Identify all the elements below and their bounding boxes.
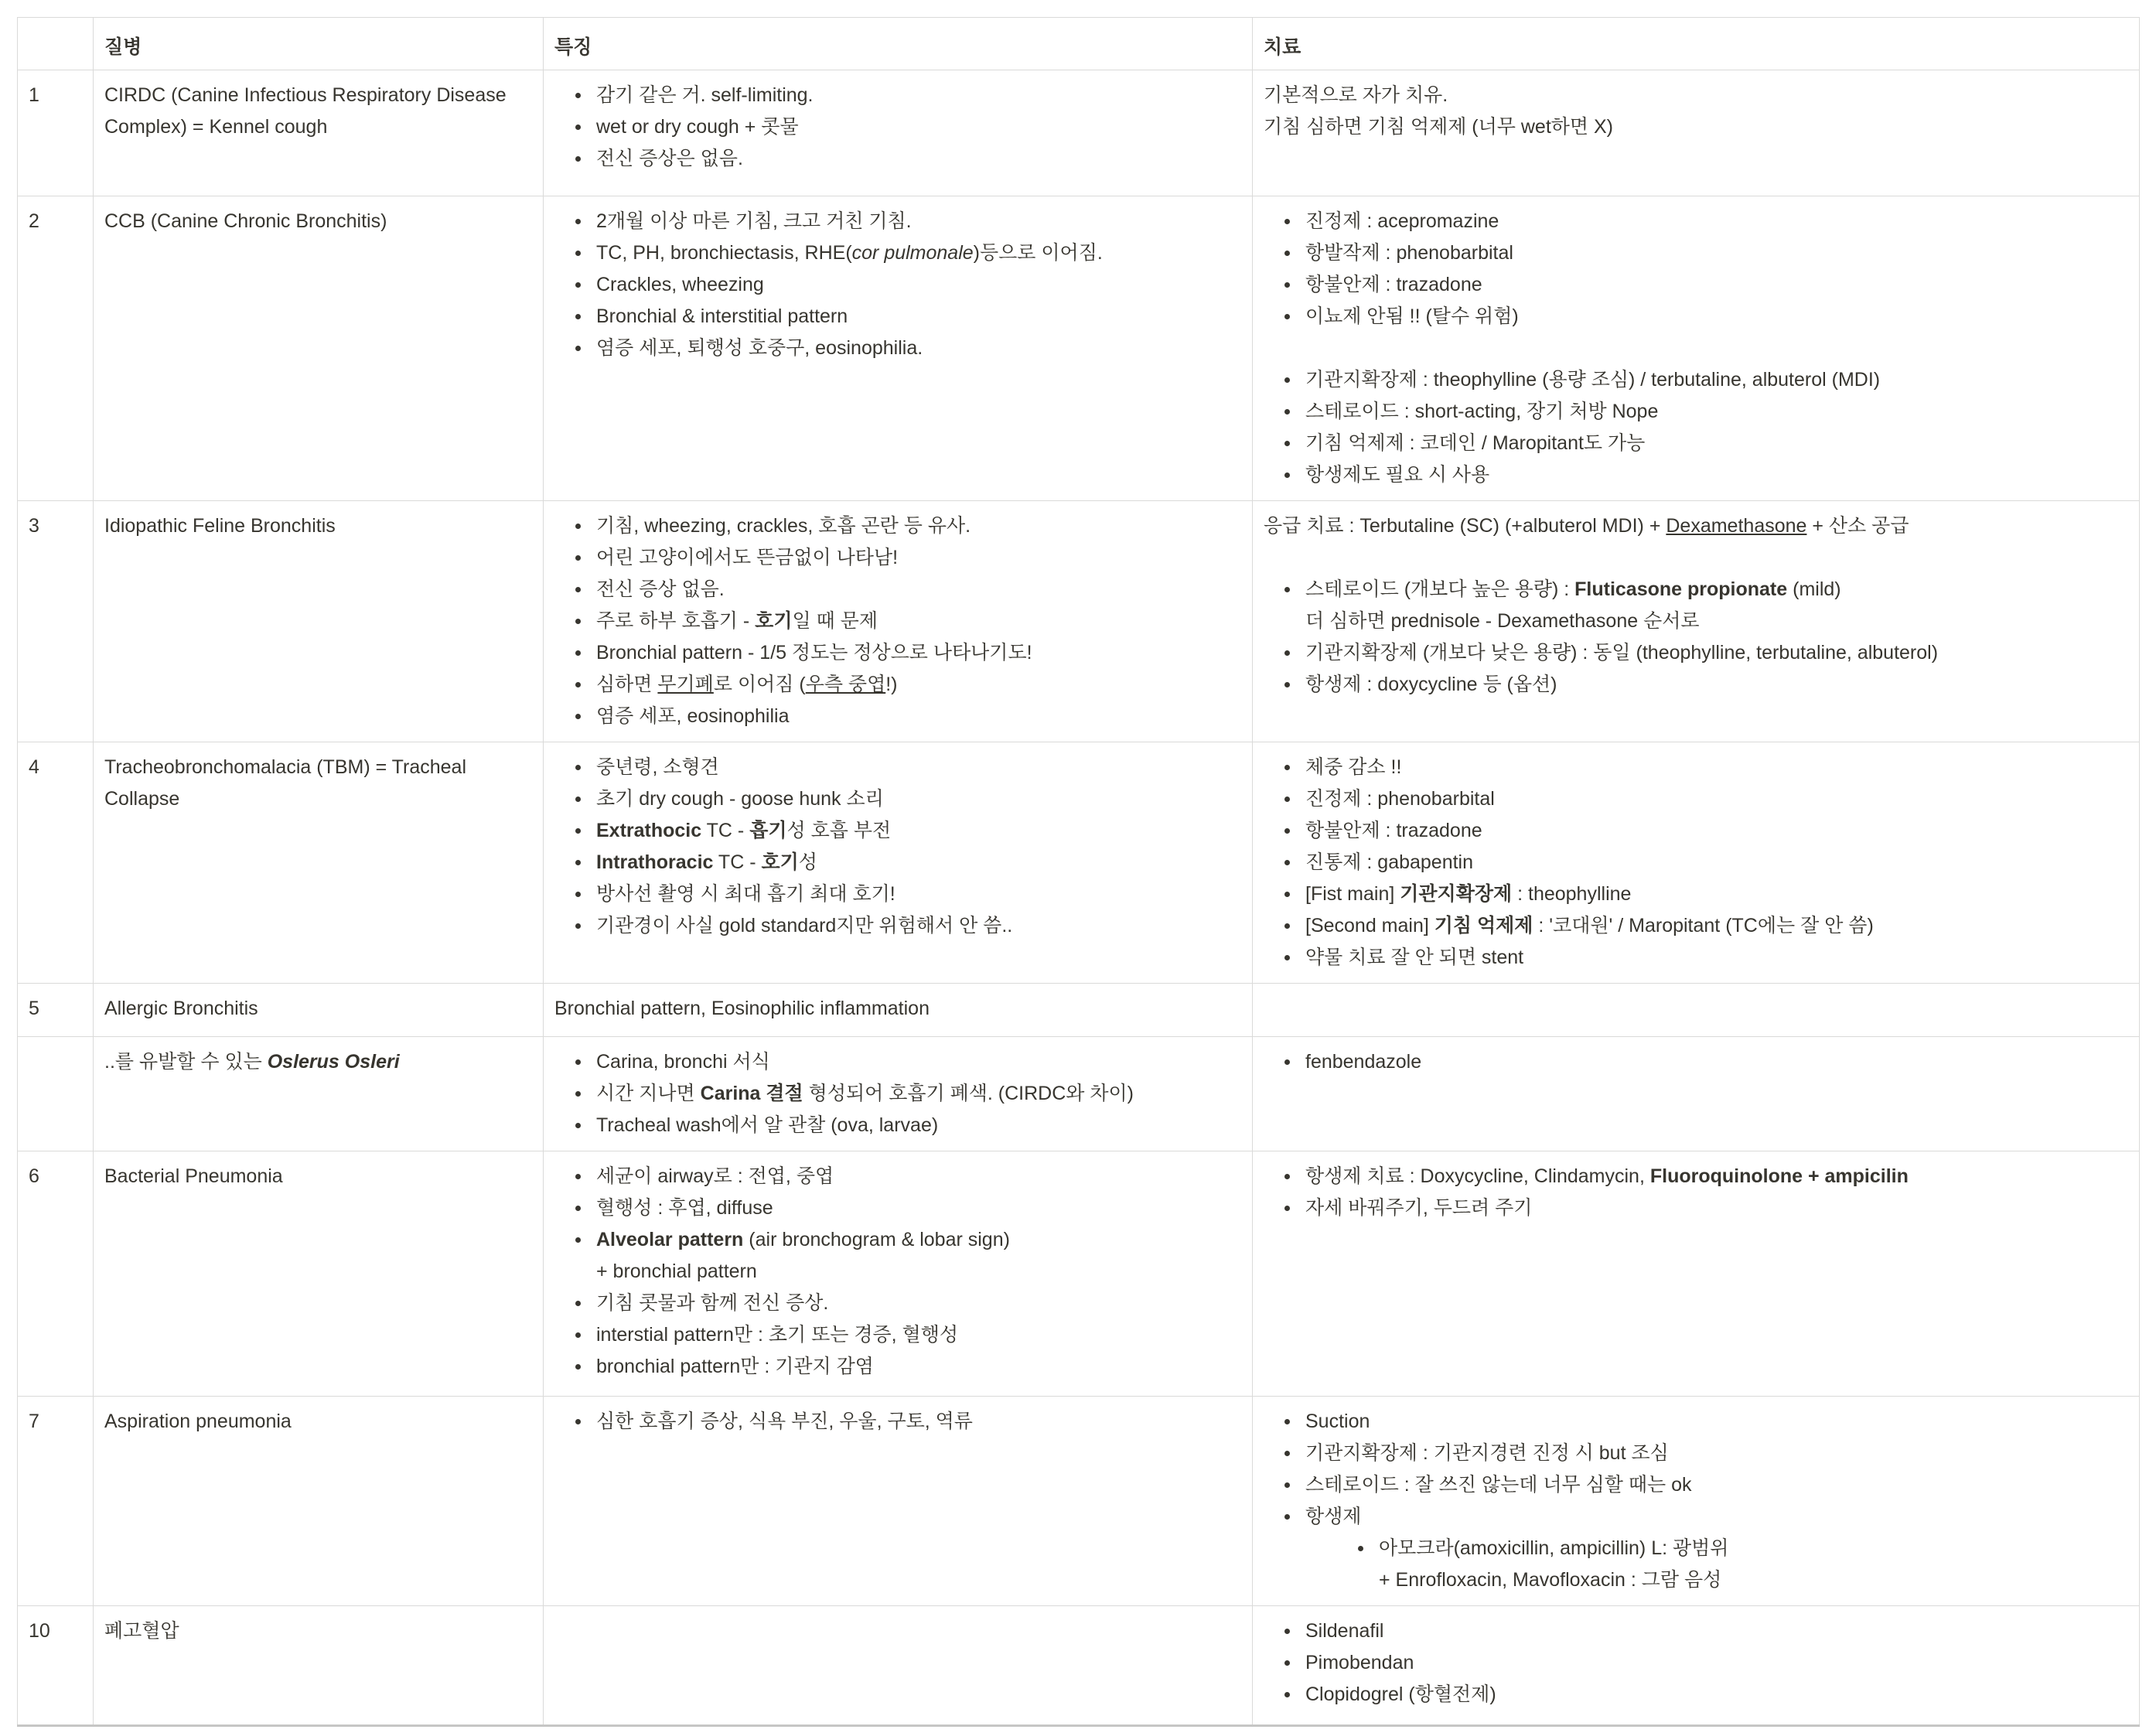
bullet-item xyxy=(575,1351,1240,1383)
bullet-icon xyxy=(575,1406,596,1424)
table-row xyxy=(18,984,2140,1037)
cell-disease xyxy=(94,501,544,742)
cell-disease xyxy=(94,196,544,501)
line-text: 기침 콧물과 함께 전신 증상. xyxy=(596,1292,829,1314)
line-text: Bronchial & interstitial pattern xyxy=(596,305,848,327)
line-text: Alveolar pattern (air bronchogram & lobar sign) xyxy=(596,1229,1010,1250)
line-text: 기본적으로 자가 치유. xyxy=(1264,84,1448,106)
bullet-icon xyxy=(575,878,596,897)
bullet-icon xyxy=(1284,396,1305,414)
bullet-item xyxy=(575,80,1240,111)
bullet-item xyxy=(1284,301,2127,333)
bullet-item xyxy=(575,206,1240,237)
bullet-icon xyxy=(575,606,596,624)
line-text: 기침 억제제 : 코데인 / Maropitant도 가능 xyxy=(1305,432,1646,454)
bullet-icon xyxy=(575,701,596,719)
line-text: 진정제 : phenobarbital xyxy=(1305,788,1495,810)
bullet-icon xyxy=(1284,942,1305,960)
line-text: 시간 지나면 Carina 결절 형성되어 호흡기 폐색. (CIRDC와 차이) xyxy=(596,1083,1134,1104)
text-line xyxy=(29,206,80,237)
bullet-item xyxy=(575,847,1240,878)
bullet-item xyxy=(1284,269,2127,301)
line-text: 약물 치료 잘 안 되면 stent xyxy=(1305,947,1524,968)
line-text: 스테로이드 (개보다 높은 용량) : Fluticasone propionate (mild) xyxy=(1305,578,1841,600)
bullet-icon xyxy=(575,1078,596,1097)
bullet-item xyxy=(575,1046,1240,1078)
cell-disease xyxy=(94,70,544,196)
bullet-item xyxy=(1284,752,2127,783)
line-text: 항생제 : doxycycline 등 (옵션) xyxy=(1305,674,1557,695)
cell-treatment xyxy=(1253,1151,2140,1397)
bullet-icon xyxy=(1284,878,1305,897)
bullet-item xyxy=(575,783,1240,815)
bullet-item xyxy=(575,1078,1240,1110)
text-line xyxy=(104,1046,530,1078)
bullet-icon xyxy=(575,752,596,770)
bullet-icon xyxy=(575,111,596,130)
line-text: Bacterial Pneumonia xyxy=(104,1165,283,1187)
text-line xyxy=(1379,1564,2127,1596)
diseases-table xyxy=(17,17,2140,1727)
bullet-icon xyxy=(575,1192,596,1211)
bullet-icon xyxy=(575,669,596,687)
bullet-icon xyxy=(1284,669,1305,687)
column-header-features: 특징 xyxy=(544,18,1253,70)
text-line xyxy=(29,80,80,111)
text-line xyxy=(29,1615,80,1647)
line-text: 체중 감소 !! xyxy=(1305,756,1402,778)
line-text: 기침, wheezing, crackles, 호흡 곤란 등 유사. xyxy=(596,515,971,537)
bullet-icon xyxy=(1284,269,1305,288)
bullet-icon xyxy=(1284,1501,1305,1520)
cell-treatment xyxy=(1253,1037,2140,1151)
table-row xyxy=(18,1151,2140,1397)
bullet-item xyxy=(1284,574,2127,606)
table-row xyxy=(18,501,2140,742)
line-text: 항불안제 : trazadone xyxy=(1305,820,1482,841)
text-line xyxy=(104,1161,530,1192)
line-text: 중년령, 소형견 xyxy=(596,756,719,778)
cell-disease xyxy=(94,742,544,984)
bullet-item xyxy=(1284,428,2127,459)
cell-features xyxy=(544,70,1253,196)
bullet-item xyxy=(575,1110,1240,1141)
bullet-item xyxy=(1284,206,2127,237)
line-text: Bronchial pattern, Eosinophilic inflammation xyxy=(554,998,930,1019)
bullet-icon xyxy=(1284,783,1305,802)
bullet-item xyxy=(1284,459,2127,491)
line-text: 염증 세포, eosinophilia xyxy=(596,705,790,727)
column-header-treatment: 치료 xyxy=(1253,18,2140,70)
bullet-icon xyxy=(1284,1615,1305,1634)
text-line xyxy=(29,993,80,1025)
bullet-item xyxy=(1284,910,2127,942)
spacer xyxy=(1264,333,2127,364)
line-text: 방사선 촬영 시 최대 흡기 최대 호기! xyxy=(596,883,895,905)
line-text: Tracheobronchomalacia (TBM) = Tracheal Collapse xyxy=(104,756,467,810)
line-text: Clopidogrel (항혈전제) xyxy=(1305,1684,1496,1705)
bullet-icon xyxy=(575,269,596,288)
line-text: + bronchial pattern xyxy=(596,1261,757,1282)
column-header-num xyxy=(18,18,94,70)
line-text: 기침 심하면 기침 억제제 (너무 wet하면 X) xyxy=(1264,116,1614,138)
bullet-item xyxy=(575,1161,1240,1192)
text-line xyxy=(104,1615,530,1647)
bullet-item xyxy=(575,752,1240,783)
bullet-item xyxy=(575,1224,1240,1256)
line-text: 전신 증상은 없음. xyxy=(596,148,743,169)
bullet-icon xyxy=(575,1351,596,1370)
bullet-item xyxy=(1358,1533,2127,1564)
line-text: CCB (Canine Chronic Bronchitis) xyxy=(104,210,387,232)
line-text: wet or dry cough + 콧물 xyxy=(596,116,799,138)
bullet-item xyxy=(575,333,1240,364)
spacer xyxy=(1264,542,2127,574)
line-text: bronchial pattern만 : 기관지 감염 xyxy=(596,1356,874,1377)
line-text: 응급 치료 : Terbutaline (SC) (+albuterol MDI) + Dexamethasone + 산소 공급 xyxy=(1264,515,1909,537)
line-text: 세균이 airway로 : 전엽, 중엽 xyxy=(596,1165,834,1187)
bullet-item xyxy=(1284,815,2127,847)
line-text: 초기 dry cough - goose hunk 소리 xyxy=(596,788,884,810)
line-text: Bronchial pattern - 1/5 정도는 정상으로 나타나기도! xyxy=(596,642,1032,664)
text-line xyxy=(1264,80,2127,111)
line-text: 이뇨제 안됨 !! (탈수 위험) xyxy=(1305,305,1519,327)
cell-num xyxy=(18,70,94,196)
bullet-item xyxy=(1284,1679,2127,1711)
text-line xyxy=(1305,606,2127,637)
bullet-item xyxy=(1284,1615,2127,1647)
text-line xyxy=(104,80,530,143)
bullet-icon xyxy=(575,143,596,162)
cell-treatment xyxy=(1253,70,2140,196)
line-text: [Second main] 기침 억제제 : '코대원' / Maropitant (TC에는 잘 안 씀) xyxy=(1305,915,1874,936)
table-header xyxy=(18,18,2140,70)
line-text: 항생제 치료 : Doxycycline, Clindamycin, Fluoroquinolone + ampicilin xyxy=(1305,1165,1909,1187)
bullet-icon xyxy=(575,637,596,656)
bullet-item xyxy=(1284,847,2127,878)
bullet-item xyxy=(1284,1192,2127,1224)
bullet-item xyxy=(575,510,1240,542)
text-line xyxy=(104,752,530,815)
line-text: 항생제도 필요 시 사용 xyxy=(1305,464,1490,486)
bullet-icon xyxy=(575,206,596,224)
bullet-item xyxy=(575,1319,1240,1351)
bullet-item xyxy=(1284,669,2127,701)
line-text: Crackles, wheezing xyxy=(596,274,764,295)
column-header-disease: 질병 xyxy=(94,18,544,70)
line-text: 10 xyxy=(29,1620,50,1642)
line-text: Extrathocic TC - 흡기성 호흡 부전 xyxy=(596,820,892,841)
line-text: 1 xyxy=(29,84,39,106)
line-text: 심한 호흡기 증상, 식욕 부진, 우울, 구토, 역류 xyxy=(596,1411,973,1432)
cell-num xyxy=(18,1397,94,1606)
line-text: 기관지확장제 : 기관지경련 진정 시 but 조심 xyxy=(1305,1442,1669,1464)
line-text: 기관지확장제 : theophylline (용량 조심) / terbutaline, albuterol (MDI) xyxy=(1305,369,1881,391)
line-text: 주로 하부 호흡기 - 호기일 때 문제 xyxy=(596,610,878,632)
cell-num xyxy=(18,984,94,1037)
table-row xyxy=(18,742,2140,984)
bullet-icon xyxy=(575,815,596,834)
line-text: 폐고혈압 xyxy=(104,1620,179,1642)
text-line xyxy=(104,206,530,237)
text-line xyxy=(29,752,80,783)
table-row xyxy=(18,196,2140,501)
bullet-icon xyxy=(1284,847,1305,865)
line-text: Allergic Bronchitis xyxy=(104,998,258,1019)
bullet-item xyxy=(575,701,1240,732)
table-row xyxy=(18,70,2140,196)
text-line xyxy=(104,993,530,1025)
cell-num xyxy=(18,1606,94,1726)
line-text: 진통제 : gabapentin xyxy=(1305,851,1474,873)
bullet-icon xyxy=(1284,364,1305,383)
line-text: Suction xyxy=(1305,1411,1370,1432)
bullet-icon xyxy=(1284,206,1305,224)
cell-disease xyxy=(94,1037,544,1151)
text-line xyxy=(554,993,1240,1025)
bullet-item xyxy=(575,301,1240,333)
bullet-item xyxy=(1284,1438,2127,1469)
bullet-icon xyxy=(575,574,596,592)
line-text: 기관경이 사실 gold standard지만 위험해서 안 씀.. xyxy=(596,915,1013,936)
bullet-item xyxy=(575,815,1240,847)
cell-features xyxy=(544,984,1253,1037)
line-text: 전신 증상 없음. xyxy=(596,578,725,600)
bullet-icon xyxy=(575,542,596,561)
line-text: 4 xyxy=(29,756,39,778)
line-text: 혈행성 : 후엽, diffuse xyxy=(596,1197,773,1219)
bullet-icon xyxy=(575,847,596,865)
text-line xyxy=(104,510,530,542)
text-line xyxy=(29,510,80,542)
bullet-icon xyxy=(575,1224,596,1243)
line-text: 아모크라(amoxicillin, ampicillin) L: 광범위 xyxy=(1379,1537,1729,1559)
line-text: Tracheal wash에서 알 관찰 (ova, larvae) xyxy=(596,1114,939,1136)
line-text: 6 xyxy=(29,1165,39,1187)
cell-num xyxy=(18,196,94,501)
bullet-icon xyxy=(575,1110,596,1128)
line-text: 항생제 xyxy=(1305,1506,1362,1527)
bullet-icon xyxy=(1284,815,1305,834)
line-text: Intrathoracic TC - 호기성 xyxy=(596,851,817,873)
line-text: 3 xyxy=(29,515,39,537)
bullet-icon xyxy=(575,80,596,98)
bullet-icon xyxy=(1284,301,1305,319)
bullet-icon xyxy=(1284,752,1305,770)
line-text: interstial pattern만 : 초기 또는 경증, 혈행성 xyxy=(596,1324,958,1346)
bullet-icon xyxy=(575,237,596,256)
diseases-table-container xyxy=(17,17,2139,1727)
bullet-icon xyxy=(1284,637,1305,656)
cell-num xyxy=(18,501,94,742)
bullet-item xyxy=(1284,1406,2127,1438)
line-text: 감기 같은 거. self-limiting. xyxy=(596,84,814,106)
bullet-icon xyxy=(1284,428,1305,446)
bullet-item xyxy=(575,1288,1240,1319)
bullet-item xyxy=(1284,1161,2127,1192)
bullet-item xyxy=(575,606,1240,637)
cell-features xyxy=(544,1397,1253,1606)
line-text: 스테로이드 : 잘 쓰진 않는데 너무 심할 때는 ok xyxy=(1305,1474,1692,1496)
line-text: + Enrofloxacin, Mavofloxacin : 그람 음성 xyxy=(1379,1569,1722,1591)
bullet-item xyxy=(575,269,1240,301)
cell-treatment xyxy=(1253,1606,2140,1726)
line-text: 기관지확장제 (개보다 낮은 용량) : 동일 (theophylline, terbutaline, albuterol) xyxy=(1305,642,1939,664)
text-line xyxy=(1264,111,2127,143)
bullet-item xyxy=(1284,237,2127,269)
bullet-icon xyxy=(1284,574,1305,592)
bullet-item xyxy=(1284,942,2127,974)
table-row xyxy=(18,1606,2140,1726)
bullet-item xyxy=(1284,637,2127,669)
cell-disease xyxy=(94,1606,544,1726)
cell-features xyxy=(544,742,1253,984)
line-text: 7 xyxy=(29,1411,39,1432)
cell-features xyxy=(544,1037,1253,1151)
bullet-icon xyxy=(1284,1679,1305,1697)
bullet-item xyxy=(1284,783,2127,815)
bullet-icon xyxy=(1358,1533,1379,1551)
line-text: [Fist main] 기관지확장제 : theophylline xyxy=(1305,883,1632,905)
line-text: 더 심하면 prednisole - Dexamethasone 순서로 xyxy=(1305,610,1700,632)
line-text: 항불안제 : trazadone xyxy=(1305,274,1482,295)
bullet-icon xyxy=(575,1288,596,1306)
bullet-icon xyxy=(575,301,596,319)
header-row xyxy=(18,18,2140,70)
bullet-item xyxy=(575,237,1240,269)
cell-num xyxy=(18,1151,94,1397)
cell-disease xyxy=(94,1151,544,1397)
text-line xyxy=(1264,510,2127,542)
cell-treatment xyxy=(1253,742,2140,984)
line-text: Pimobendan xyxy=(1305,1652,1414,1673)
text-line xyxy=(29,1161,80,1192)
bullet-icon xyxy=(1284,1046,1305,1065)
bullet-icon xyxy=(1284,910,1305,929)
text-line xyxy=(104,1406,530,1438)
bullet-icon xyxy=(575,910,596,929)
bullet-item xyxy=(1284,878,2127,910)
text-line xyxy=(596,1256,1240,1288)
bullet-icon xyxy=(1284,1469,1305,1488)
cell-num xyxy=(18,1037,94,1151)
cell-disease xyxy=(94,1397,544,1606)
line-text: 2 xyxy=(29,210,39,232)
line-text: 2개월 이상 마른 기침, 크고 거친 기침. xyxy=(596,210,912,232)
line-text: Idiopathic Feline Bronchitis xyxy=(104,515,336,537)
line-text: 자세 바꿔주기, 두드려 주기 xyxy=(1305,1197,1533,1219)
bullet-item xyxy=(575,878,1240,910)
bullet-item xyxy=(575,910,1240,942)
bullet-item xyxy=(1284,1469,2127,1501)
cell-num xyxy=(18,742,94,984)
line-text: Carina, bronchi 서식 xyxy=(596,1051,770,1073)
bullet-item xyxy=(575,1192,1240,1224)
cell-treatment xyxy=(1253,501,2140,742)
bullet-icon xyxy=(1284,1647,1305,1666)
cell-disease xyxy=(94,984,544,1037)
line-text: Sildenafil xyxy=(1305,1620,1384,1642)
bullet-item xyxy=(1284,1501,2127,1533)
bullet-item xyxy=(575,111,1240,143)
bullet-icon xyxy=(1284,1192,1305,1211)
bullet-item xyxy=(1284,364,2127,396)
bullet-icon xyxy=(575,1319,596,1338)
bullet-item xyxy=(575,1406,1240,1438)
bullet-icon xyxy=(1284,237,1305,256)
bullet-item xyxy=(1284,1046,2127,1078)
text-line xyxy=(29,1406,80,1438)
line-text: CIRDC (Canine Infectious Respiratory Disease Complex) = Kennel cough xyxy=(104,84,507,138)
bullet-item xyxy=(575,669,1240,701)
bullet-icon xyxy=(575,1046,596,1065)
line-text: 어린 고양이에서도 뜬금없이 나타남! xyxy=(596,547,899,568)
bullet-item xyxy=(575,542,1240,574)
bullet-icon xyxy=(1284,1161,1305,1179)
cell-features xyxy=(544,501,1253,742)
line-text: 항발작제 : phenobarbital xyxy=(1305,242,1513,264)
bullet-icon xyxy=(1284,1438,1305,1456)
table-row xyxy=(18,1397,2140,1606)
bullet-icon xyxy=(575,333,596,351)
cell-features xyxy=(544,196,1253,501)
line-text: 진정제 : acepromazine xyxy=(1305,210,1499,232)
bullet-icon xyxy=(575,1161,596,1179)
cell-features xyxy=(544,1151,1253,1397)
cell-treatment xyxy=(1253,984,2140,1037)
cell-treatment xyxy=(1253,196,2140,501)
bullet-item xyxy=(575,637,1240,669)
bullet-icon xyxy=(1284,1406,1305,1424)
table-body xyxy=(18,70,2140,1726)
table-row xyxy=(18,1037,2140,1151)
bullet-icon xyxy=(575,783,596,802)
cell-features xyxy=(544,1606,1253,1726)
line-text: TC, PH, bronchiectasis, RHE(cor pulmonale)등으로 이어짐. xyxy=(596,242,1103,264)
line-text: fenbendazole xyxy=(1305,1051,1422,1073)
bullet-icon xyxy=(575,510,596,529)
bullet-item xyxy=(1284,396,2127,428)
line-text: 심하면 무기폐로 이어짐 (우측 중엽!) xyxy=(596,674,898,695)
line-text: 염증 세포, 퇴행성 호중구, eosinophilia. xyxy=(596,337,923,359)
cell-treatment xyxy=(1253,1397,2140,1606)
bullet-item xyxy=(1284,1647,2127,1679)
bullet-item xyxy=(575,143,1240,175)
line-text: Aspiration pneumonia xyxy=(104,1411,292,1432)
bullet-icon xyxy=(1284,459,1305,478)
line-text: ..를 유발할 수 있는 Oslerus Osleri xyxy=(104,1051,400,1073)
bullet-item xyxy=(575,574,1240,606)
line-text: 스테로이드 : short-acting, 장기 처방 Nope xyxy=(1305,401,1659,422)
line-text: 5 xyxy=(29,998,39,1019)
